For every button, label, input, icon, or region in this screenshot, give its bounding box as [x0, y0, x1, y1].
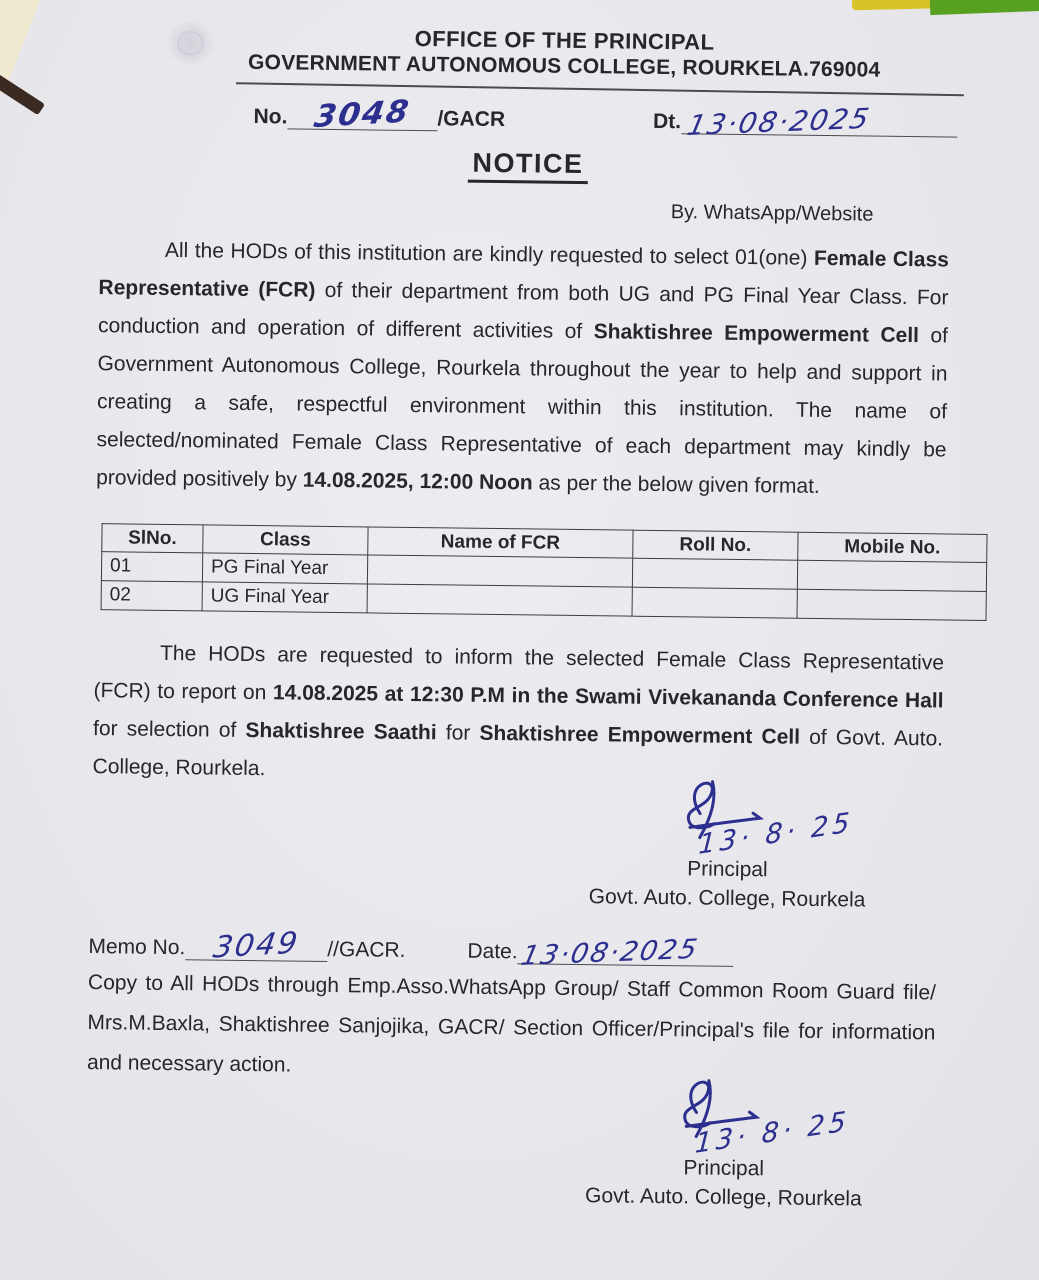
body-paragraph-1 — [96, 231, 949, 507]
no-suffix: /GACR — [437, 107, 506, 132]
text-segment: Shaktishree Saathi — [245, 718, 437, 745]
reference-row — [253, 92, 998, 142]
text-segment: as per the below given format. — [532, 471, 820, 498]
no-value-handwritten: 3048 — [311, 93, 413, 135]
text-segment: of their department from both UG and PG Final Year Class. For conduction and operation of different activities of — [97, 278, 949, 344]
text-segment: Female Class Representative (FCR) — [98, 246, 950, 302]
dt-value-underline — [681, 100, 957, 142]
cell-class: PG Final Year — [202, 553, 367, 584]
memo-no-label: Memo No. — [88, 935, 186, 960]
cell-name-empty — [367, 555, 632, 587]
cell-roll-empty — [632, 558, 797, 589]
fcr-format-table — [101, 523, 988, 621]
memo-date-label: Date. — [467, 939, 518, 964]
text-segment: of Government Autonomous College, Rourkela throughout the year to help and support in creating a safe, respectful environment within this institution. The name of selected/nominated Female Class Representative of each department may kindly be provided positively by — [96, 324, 949, 492]
date-group — [652, 100, 957, 142]
cell-roll-empty — [632, 587, 797, 618]
signatory-org: Govt. Auto. College, Rourkela — [584, 1184, 862, 1211]
signatory-org: Govt. Auto. College, Rourkela — [588, 885, 866, 912]
signature-block-1 — [537, 776, 919, 916]
office-title: OFFICE OF THE PRINCIPAL — [414, 25, 715, 55]
memo-date-underline — [518, 932, 734, 972]
signature-date-handwritten: 13· 8· 25 — [697, 806, 855, 862]
signatory-title: Principal — [687, 857, 768, 882]
body-paragraph-2 — [92, 634, 944, 796]
cell-class: UG Final Year — [202, 582, 367, 613]
dt-label: Dt. — [652, 109, 682, 134]
cell-slno: 02 — [101, 581, 202, 611]
signature-art — [534, 1075, 915, 1161]
college-seal-icon — [165, 21, 216, 66]
letterhead — [149, 23, 980, 85]
text-segment: for — [436, 721, 480, 745]
signatory-title: Principal — [683, 1156, 765, 1181]
signature-block-2 — [533, 1075, 915, 1215]
signature-date-handwritten: 13· 8· 25 — [694, 1105, 851, 1161]
text-segment: 14.08.2025, 12:00 Noon — [302, 468, 533, 495]
text-segment: Shaktishree Empowerment Cell — [593, 320, 920, 348]
text-segment: 14.08.2025 at 12:30 P.M in the Swami Vivekananda Conference Hall — [272, 681, 944, 713]
text-segment: All the HODs of this institution are kindly requested to select 01(one) — [164, 238, 815, 270]
memo-no-underline — [185, 924, 327, 966]
copy-distribution-text: Copy to All HODs through Emp.Asso.WhatsApp Group/ Staff Common Room Guard file/ Mrs.M.Baxla, Shaktishree Sanjojika, GACR/ Section Officer/Principal's file for information and necessary action. — [86, 971, 937, 1077]
col-mobile: Mobile No. — [798, 532, 987, 562]
memo-date-handwritten: 13·08·2025 — [518, 933, 702, 972]
memo-no-handwritten: 3049 — [210, 925, 302, 966]
text-segment: Shaktishree Empowerment Cell — [479, 721, 801, 749]
col-class: Class — [203, 525, 368, 555]
text-segment: The HODs are requested to inform the selected Female Class Representative (FCR) to report on — [93, 641, 945, 705]
col-roll: Roll No. — [633, 530, 798, 560]
cell-name-empty — [367, 584, 632, 616]
memo-no-suffix: //GACR. — [327, 937, 406, 962]
memo-row — [88, 923, 988, 970]
dt-value-handwritten: 13·08·2025 — [683, 101, 874, 142]
notice-title: NOTICE — [468, 148, 587, 184]
cell-slno: 01 — [101, 552, 202, 582]
college-name: GOVERNMENT AUTONOMOUS COLLEGE, ROURKELA.769004 — [247, 50, 881, 82]
no-value-underline — [287, 92, 437, 135]
col-slno: SlNo. — [102, 524, 203, 553]
no-label: No. — [253, 105, 288, 129]
notice-title-row — [58, 143, 998, 189]
text-segment: of Govt. Auto. College, Rourkela. — [92, 725, 944, 781]
cell-mobile-empty — [797, 589, 986, 620]
cell-mobile-empty — [797, 560, 986, 591]
distribution-byline: By. WhatsApp/Website — [670, 201, 874, 226]
col-name: Name of FCR — [368, 527, 633, 558]
signature-art — [538, 776, 919, 862]
text-segment: for selection of — [92, 717, 246, 742]
